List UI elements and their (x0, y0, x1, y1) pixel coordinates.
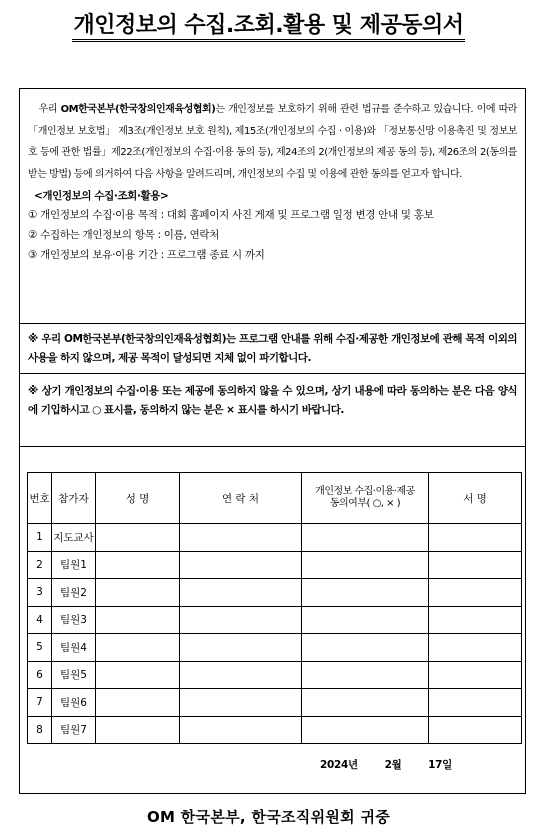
name-cell[interactable] (96, 716, 180, 744)
signature-cell[interactable] (429, 661, 522, 689)
header-consent-line1: 개인정보 수집·이용·제공 (315, 486, 415, 497)
table-row (28, 634, 522, 662)
table-row (28, 716, 522, 744)
consent-form-frame (19, 88, 526, 794)
consent-cell[interactable] (302, 634, 429, 662)
participant-table (27, 472, 522, 744)
consent-cell[interactable] (302, 661, 429, 689)
retention-item: ③ 개인정보의 보유·이용 기간 : 프로그램 종료 시 까지 (28, 249, 265, 261)
contact-cell[interactable] (180, 634, 302, 662)
header-consent (302, 473, 429, 524)
name-cell[interactable] (96, 661, 180, 689)
row-role: 팀원6 (52, 689, 96, 717)
signature-cell[interactable] (429, 606, 522, 634)
signature-cell[interactable] (429, 579, 522, 607)
row-role: 팀원1 (52, 551, 96, 579)
document-title-text: 개인정보의 수집.조회.활용 및 제공동의서 (72, 13, 466, 42)
consent-cell[interactable] (302, 606, 429, 634)
consent-cell[interactable] (302, 689, 429, 717)
date-day: 17일 (428, 759, 453, 771)
row-no: 4 (28, 606, 52, 634)
table-row (28, 579, 522, 607)
header-name: 성 명 (96, 473, 180, 524)
name-cell[interactable] (96, 606, 180, 634)
signature-cell[interactable] (429, 634, 522, 662)
consent-cell[interactable] (302, 716, 429, 744)
row-no: 1 (28, 524, 52, 552)
purpose-item: ① 개인정보의 수집·이용 목적 : 대회 홈페이지 사진 게재 및 프로그램 일정 변경 안내 및 홍보 (28, 209, 434, 221)
intro-org-name: OM한국본부(한국창의인재육성협회) (60, 104, 216, 115)
recipient-footer: OM 한국본부, 한국조직위원회 귀중 (146, 808, 391, 826)
header-consent-line2: 동의여부( ○, × ) (329, 498, 401, 509)
name-cell[interactable] (96, 551, 180, 579)
consent-cell[interactable] (302, 551, 429, 579)
table-header-row (28, 473, 522, 524)
row-no: 2 (28, 551, 52, 579)
contact-cell[interactable] (180, 689, 302, 717)
document-title (0, 8, 537, 39)
date-year: 2024년 (320, 759, 358, 771)
row-no: 6 (28, 661, 52, 689)
name-cell[interactable] (96, 579, 180, 607)
consent-cell[interactable] (302, 524, 429, 552)
signature-cell[interactable] (429, 716, 522, 744)
row-role: 팀원5 (52, 661, 96, 689)
row-role: 팀원3 (52, 606, 96, 634)
contact-cell[interactable] (180, 716, 302, 744)
row-no: 3 (28, 579, 52, 607)
header-signature: 서 명 (429, 473, 522, 524)
contact-cell[interactable] (180, 606, 302, 634)
intro-section (20, 89, 525, 324)
row-no: 7 (28, 689, 52, 717)
table-row (28, 524, 522, 552)
name-cell[interactable] (96, 524, 180, 552)
table-row (28, 689, 522, 717)
consent-instruction: ※ 상기 개인정보의 수집·이용 또는 제공에 동의하지 않을 수 있으며, 상기 내용에 따라 동의하는 분은 다음 양식에 기입하시고 ○ 표시를, 동의하지 않는 분은 × 표시를 하시기 바랍니다. (20, 374, 525, 447)
consent-cell[interactable] (302, 579, 429, 607)
table-row (28, 551, 522, 579)
contact-cell[interactable] (180, 661, 302, 689)
table-row (28, 661, 522, 689)
name-cell[interactable] (96, 634, 180, 662)
intro-text-2: 는 개인정보를 보호하기 위해 관련 법규를 준수하고 있습니다. 이에 따라 「개인정보 보호법」 제3조(개인정보 보호 원칙), 제15조(개인정보의 수집 · 이용)와 「정보통신망 이용촉진 및 정보보호 등에 관한 법률」제22조(개인정보의 수집·이용 동의 등), 제24조의 2(개인정보의 제공 동의 등), 제26조의 2(동의를 받는 방법) 등에 의거하여 다음 사항을 알려드리며, 개인정보의 수집 및 이용에 관한 동의를 얻고자 합니다. (28, 104, 517, 180)
row-no: 8 (28, 716, 52, 744)
header-no: 번호 (28, 473, 52, 524)
signature-cell[interactable] (429, 524, 522, 552)
header-participant: 참가자 (52, 473, 96, 524)
signature-cell[interactable] (429, 551, 522, 579)
contact-cell[interactable] (180, 524, 302, 552)
fields-item: ② 수집하는 개인정보의 항목 : 이름, 연락처 (28, 229, 220, 241)
collection-subheading: <개인정보의 수집·조회·활용> (34, 190, 169, 202)
intro-text-1: 우리 (38, 104, 61, 115)
row-role: 팀원2 (52, 579, 96, 607)
name-cell[interactable] (96, 689, 180, 717)
intro-paragraph (28, 99, 517, 185)
table-row (28, 606, 522, 634)
signature-cell[interactable] (429, 689, 522, 717)
contact-cell[interactable] (180, 579, 302, 607)
row-role: 팀원7 (52, 716, 96, 744)
row-no: 5 (28, 634, 52, 662)
header-contact: 연 락 처 (180, 473, 302, 524)
row-role: 팀원4 (52, 634, 96, 662)
row-role: 지도교사 (52, 524, 96, 552)
contact-cell[interactable] (180, 551, 302, 579)
usage-notice: ※ 우리 OM한국본부(한국창의인재육성협회)는 프로그램 안내를 위해 수집·제공한 개인정보에 관해 목적 이외의 사용을 하지 않으며, 제공 목적이 달성되면 지체 없이 파기합니다. (20, 324, 525, 374)
date-month: 2월 (384, 759, 402, 771)
signing-date (320, 757, 452, 772)
